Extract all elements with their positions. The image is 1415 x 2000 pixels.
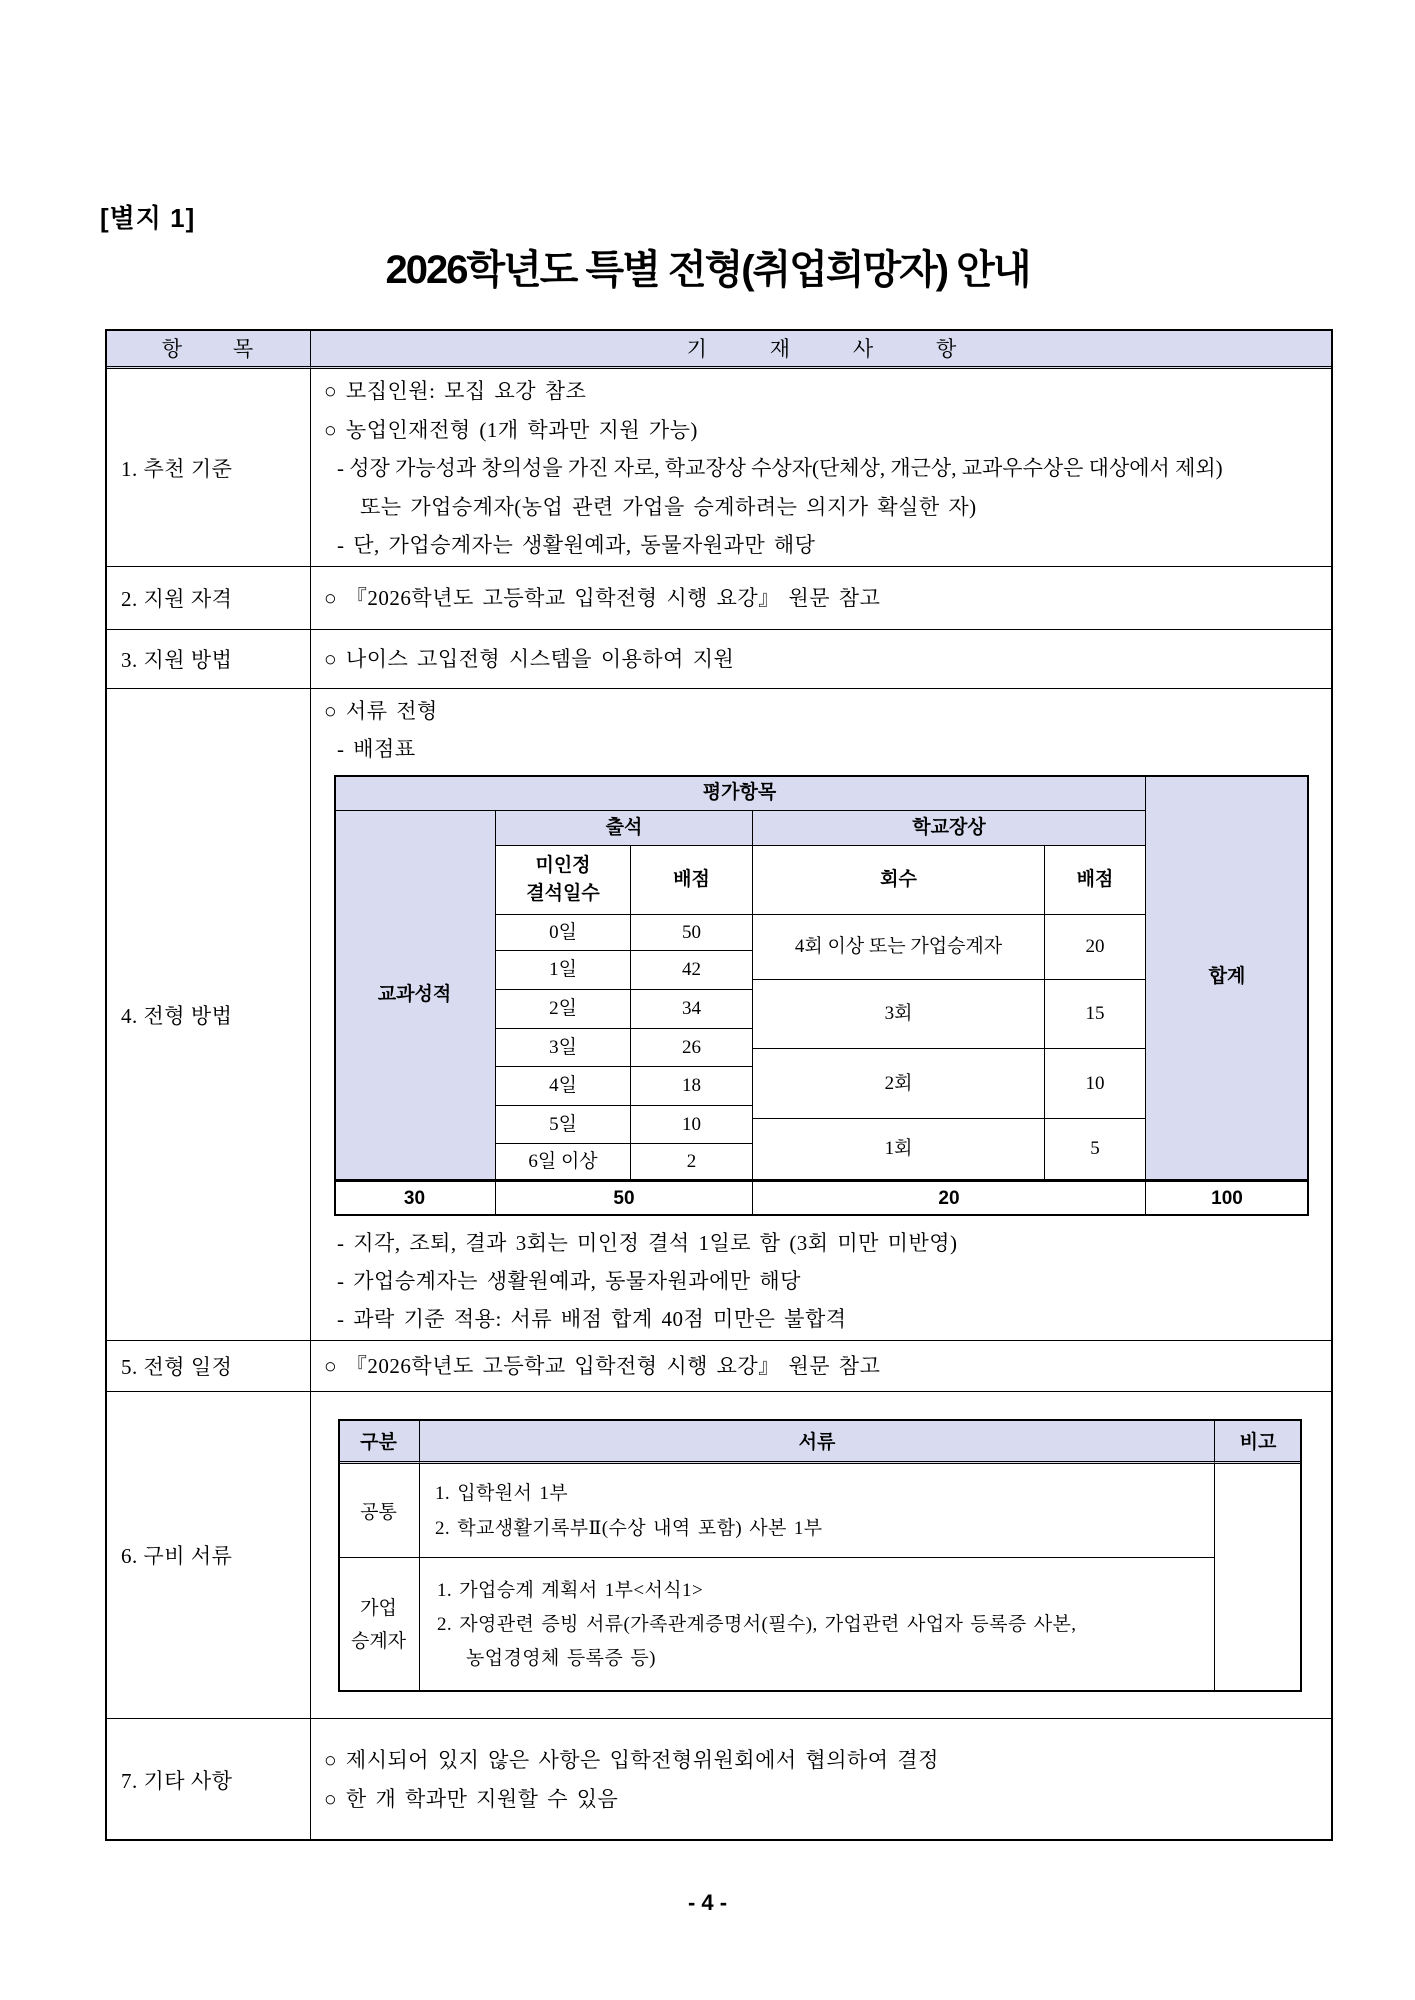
documents-header-category: 구분: [338, 1419, 420, 1464]
attendance-score-cell: 18: [631, 1067, 753, 1106]
application-method-text: ○ 나이스 고입전형 시스템을 이용하여 지원: [324, 646, 735, 671]
documents-remarks-cell: [1215, 1464, 1302, 1692]
attendance-days-cell: 5일: [496, 1106, 631, 1144]
attendance-score-cell: 34: [631, 990, 753, 1029]
attendance-score-cell: 26: [631, 1029, 753, 1067]
document-item: 1. 입학원서 1부: [435, 1482, 569, 1504]
award-score-cell: 20: [1045, 915, 1146, 980]
document-item: 농업경영체 등록증 등): [466, 1647, 656, 1669]
documents-items-successor: [420, 1558, 1215, 1692]
award-count-cell: 1회: [753, 1119, 1045, 1180]
document-item: 2. 학교생활기록부Ⅱ(수상 내역 포함) 사본 1부: [435, 1517, 823, 1539]
attendance-score-cell: 2: [631, 1144, 753, 1180]
award-score-cell: 10: [1045, 1049, 1146, 1119]
documents-header-documents: 서류: [420, 1419, 1215, 1464]
successor-label-line: 승계자: [350, 1630, 407, 1652]
score-header-total: 합계: [1146, 775, 1309, 1180]
award-count-cell: 3회: [753, 980, 1045, 1049]
row-label-documents: 6. 구비 서류: [105, 1392, 311, 1719]
selection-intro-line: ○ 서류 전형: [324, 699, 438, 723]
header-content: 기 재 사 항: [311, 329, 1333, 369]
selection-note: - 가업승계자는 생활원예과, 동물자원과에만 해당: [337, 1269, 801, 1293]
row-label-application-method: 3. 지원 방법: [105, 630, 311, 689]
award-score-cell: 5: [1045, 1119, 1146, 1180]
score-header-attendance-score: 배점: [631, 846, 753, 915]
row-label-selection-method: 4. 전형 방법: [105, 689, 311, 1341]
selection-intro-line: - 배점표: [337, 737, 416, 761]
row-content-eligibility: [311, 567, 1333, 630]
award-count-cell: 2회: [753, 1049, 1045, 1119]
row-content-schedule: [311, 1341, 1333, 1392]
documents-category-successor: [338, 1558, 420, 1692]
documents-items-common: [420, 1464, 1215, 1558]
attendance-days-cell: 1일: [496, 951, 631, 990]
absence-days-label-line: 결석일수: [526, 883, 600, 904]
row-content-recommendation: [311, 369, 1333, 567]
row-content-documents: [311, 1392, 1333, 1719]
score-header-award: 학교장상: [753, 811, 1146, 846]
award-count-cell: 4회 이상 또는 가업승계자: [753, 915, 1045, 980]
header-item: 항 목: [105, 329, 311, 369]
page-number: - 4 -: [687, 1890, 728, 1915]
total-grades-cell: 30: [334, 1180, 496, 1216]
guide-table: [105, 329, 1333, 1841]
recommendation-line: ○ 농업인재전형 (1개 학과만 지원 가능): [324, 417, 698, 442]
document-item: 1. 가업승계 계획서 1부<서식1>: [437, 1579, 704, 1601]
attachment-label: [별지 1]: [100, 203, 196, 233]
schedule-text: ○ 『2026학년도 고등학교 입학전형 시행 요강』 원문 참고: [324, 1353, 881, 1378]
attendance-days-cell: 6일 이상: [496, 1144, 631, 1180]
eligibility-text: ○ 『2026학년도 고등학교 입학전형 시행 요강』 원문 참고: [324, 585, 881, 610]
total-sum-cell: 100: [1146, 1180, 1309, 1216]
document-item: 2. 자영관련 증빙 서류(가족관계증명서(필수), 가업관련 사업자 등록증 사본,: [437, 1613, 1077, 1635]
row-label-other: 7. 기타 사항: [105, 1719, 311, 1841]
recommendation-line: 또는 가업승계자(농업 관련 가업을 승계하려는 의지가 확실한 자): [360, 494, 977, 519]
score-header-absence-days: [496, 846, 631, 915]
recommendation-line: - 단, 가업승계자는 생활원예과, 동물자원과만 해당: [337, 533, 816, 557]
attendance-score-cell: 50: [631, 915, 753, 951]
score-header-award-score: 배점: [1045, 846, 1146, 915]
row-content-application-method: [311, 630, 1333, 689]
row-label-eligibility: 2. 지원 자격: [105, 567, 311, 630]
attendance-days-cell: 0일: [496, 915, 631, 951]
recommendation-line: - 성장 가능성과 창의성을 가진 자로, 학교장상 수상자(단체상, 개근상, 교과우수상은 대상에서 제외): [337, 456, 1223, 480]
page-title: 2026학년도 특별 전형(취업희망자) 안내: [385, 248, 1030, 292]
total-award-cell: 20: [753, 1180, 1146, 1216]
row-content-other: [311, 1719, 1333, 1841]
documents-category-common: 공통: [338, 1464, 420, 1558]
documents-header-remarks: 비고: [1215, 1419, 1302, 1464]
award-score-cell: 15: [1045, 980, 1146, 1049]
other-line: ○ 한 개 학과만 지원할 수 있음: [324, 1786, 619, 1811]
attendance-days-cell: 4일: [496, 1067, 631, 1106]
row-label-schedule: 5. 전형 일정: [105, 1341, 311, 1392]
row-content-selection-method: [311, 689, 1333, 1341]
score-header-grades: 교과성적: [334, 811, 496, 1180]
score-header-evaluation: 평가항목: [334, 775, 1146, 811]
documents-table: [338, 1419, 1302, 1692]
other-line: ○ 제시되어 있지 않은 사항은 입학전형위원회에서 협의하여 결정: [324, 1748, 939, 1772]
recommendation-line: ○ 모집인원: 모집 요강 참조: [324, 379, 587, 403]
attendance-days-cell: 2일: [496, 990, 631, 1029]
attendance-score-cell: 42: [631, 951, 753, 990]
total-attendance-cell: 50: [496, 1180, 753, 1216]
score-table: [334, 775, 1309, 1216]
successor-label-line: 가업: [360, 1597, 397, 1619]
attendance-score-cell: 10: [631, 1106, 753, 1144]
selection-note: - 과락 기준 적용: 서류 배점 합계 40점 미만은 불합격: [337, 1307, 847, 1331]
score-header-award-count: 회수: [753, 846, 1045, 915]
selection-notes: [311, 1224, 1332, 1338]
row-label-recommendation: 1. 추천 기준: [105, 369, 311, 567]
score-header-attendance: 출석: [496, 811, 753, 846]
attendance-days-cell: 3일: [496, 1029, 631, 1067]
selection-note: - 지각, 조퇴, 결과 3회는 미인정 결석 1일로 함 (3회 미만 미반영): [337, 1231, 958, 1255]
absence-days-label-line: 미인정: [535, 855, 591, 876]
